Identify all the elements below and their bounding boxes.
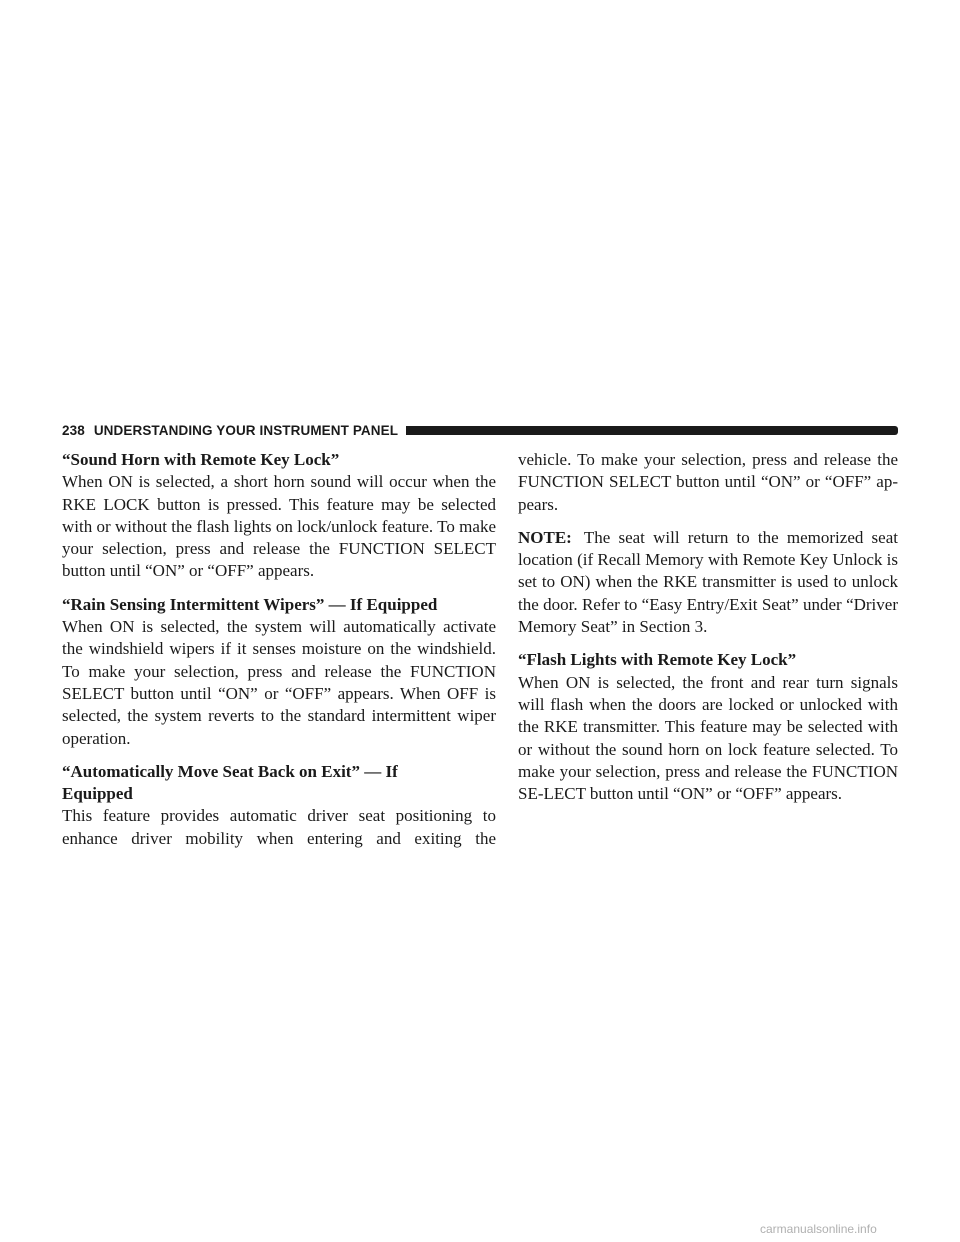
- page-number: 238: [62, 422, 85, 438]
- heading-auto-seat: “Automatically Move Seat Back on Exit” — If Equipped: [62, 761, 398, 804]
- note-label: NOTE:: [518, 527, 572, 547]
- heading-sound-horn: “Sound Horn with Remote Key Lock”: [62, 450, 340, 469]
- paragraph-sound-horn: When ON is selected, a short horn sound will occur when the RKE LOCK button is pressed. This feature may be selected with or without the flash lights on lock/unlock feature. To make your selection, press and release the FUNCTION SELECT button until “ON” or “OFF” appears.: [62, 472, 496, 581]
- header-rule: [406, 426, 898, 435]
- section-title: UNDERSTANDING YOUR INSTRUMENT PANEL: [93, 422, 399, 438]
- watermark: carmanualsonline.info: [760, 1222, 877, 1236]
- paragraph-flash-lights: When ON is selected, the front and rear turn signals will flash when the doors are locked or unlocked with the RKE transmitter. This feature may be selected with or without the sound horn on lock feature selected. To make your selection, press and release the FUNCTION SE-LECT button until “ON” or “OFF” appears.: [518, 672, 898, 804]
- page-header: [62, 421, 898, 439]
- right-column: [518, 449, 898, 816]
- paragraph-rain-sensing: When ON is selected, the system will automatically activate the windshield wipers if it senses moisture on the windshield. To make your selection, press and release the FUNCTION SELECT button until “ON” or “OFF” appears. When OFF is selected, the system reverts to the standard intermittent wiper operation.: [62, 617, 496, 748]
- heading-flash-lights: “Flash Lights with Remote Key Lock”: [518, 650, 797, 670]
- paragraph-auto-seat: This feature provides automatic driver seat positioning to enhance driver mobility when entering and exiting the: [62, 806, 496, 848]
- note-text: The seat will return to the memorized seat location (if Recall Memory with Remote Key Unlock is set to ON) when the RKE transmitter is used to unlock the door. Refer to “Easy Entry/Exit Seat” under “Driver Memory Seat” in Section 3.: [518, 527, 898, 637]
- note-paragraph: [518, 527, 898, 638]
- left-column: [62, 449, 496, 861]
- heading-rain-sensing: “Rain Sensing Intermittent Wipers” — If Equipped: [62, 594, 438, 614]
- paragraph-continuation: vehicle. To make your selection, press and release the FUNCTION SELECT button until “ON” or “OFF” ap-pears.: [518, 450, 898, 514]
